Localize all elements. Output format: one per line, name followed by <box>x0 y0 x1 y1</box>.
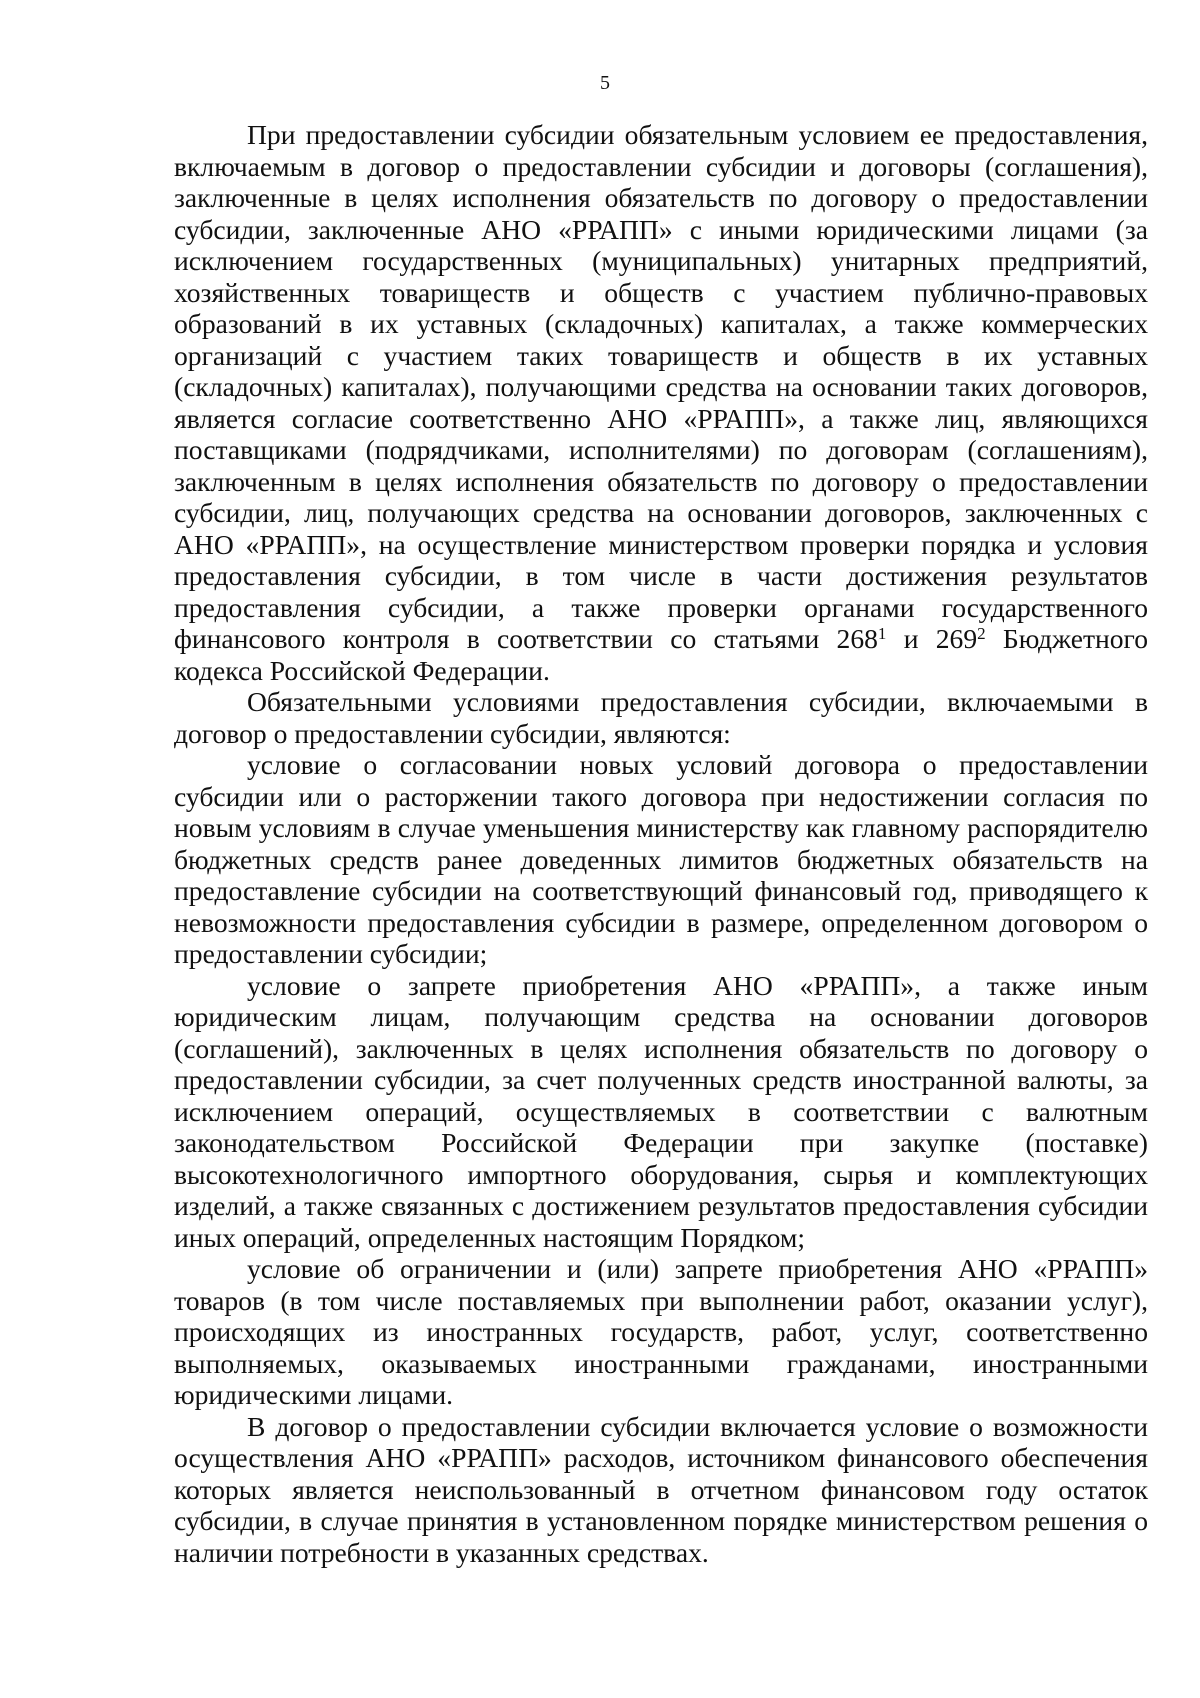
paragraph-condition-new-terms: условие о согласовании новых условий договора о предоставлении субсидии или о расторжении такого договора при недостижении согласия по новым условиям в случае уменьшения министерству как главному распорядителю бюджетных средств ранее доведенных лимитов бюджетных обязательств на предоставление субсидии на соответствующий финансовый год, приводящего к невозможности предоставления субсидии в размере, определенном договором о предоставлении субсидии; <box>174 749 1148 969</box>
paragraph-audit-consent <box>174 119 1148 686</box>
paragraph-unused-balance: В договор о предоставлении субсидии включается условие о возможности осуществления АНО «РРАПП» расходов, источником финансового обеспечения которых является неиспользованный в отчетном финансовом году остаток субсидии, в случае принятия в установленном порядке министерством решения о наличии потребности в указанных средствах. <box>174 1410 1148 1568</box>
paragraph-mandatory-conditions: Обязательными условиями предоставления субсидии, включаемыми в договор о предоставлении субсидии, являются: <box>174 686 1148 749</box>
paragraph-audit-consent-text: При предоставлении субсидии обязательным условием ее предоставления, включаемым в договор о предоставлении субсидии и договоры (соглашения), заключенные в целях исполнения обязательств по договору о предоставлении субсидии, заключенные АНО «РРАПП» с иными юридическими лицами (за исключением государственных (муниципальных) унитарных предприятий, хозяйственных товариществ и обществ с участием публично-правовых образований в их уставных (складочных) капиталах, а также коммерческих организаций с участием таких товариществ и обществ в их уставных (складочных) капиталах), получающими средства на основании таких договоров, является согласие соответственно АНО «РРАПП», а также лиц, являющихся поставщиками (подрядчиками, исполнителями) по договорам (соглашениям), заключенным в целях исполнения обязательств по договору о предоставлении субсидии, лиц, получающих средства на основании договоров, заключенных с АНО «РРАПП», на осуществление министерством проверки порядка и условия предоставления субсидии, в том числе в части достижения результатов предоставления субсидии, а также проверки органами государственного финансового контроля в соответствии со статьями 268 <box>174 119 1148 654</box>
paragraph-condition-foreign-goods: условие об ограничении и (или) запрете приобретения АНО «РРАПП» товаров (в том числе поставляемых при выполнении работ, оказании услуг), происходящих из иностранных государств, работ, услуг, соответственно выполняемых, оказываемых иностранными гражданами, иностранными юридическими лицами. <box>174 1253 1148 1410</box>
article-269-text: и 269 <box>886 623 978 654</box>
document-body <box>174 119 1148 1568</box>
page-number: 5 <box>600 72 610 94</box>
paragraph-condition-currency-ban: условие о запрете приобретения АНО «РРАПП», а также иным юридическим лицам, получающим средства на основании договоров (соглашений), заключенных в целях исполнения обязательств по договору о предоставлении субсидии, за счет полученных средств иностранной валюты, за исключением операций, осуществляемых в соответствии с валютным законодательством Российской Федерации при закупке (поставке) высокотехнологичного импортного оборудования, сырья и комплектующих изделий, а также связанных с достижением результатов предоставления субсидии иных операций, определенных настоящим Порядком; <box>174 969 1148 1253</box>
budget-code-text: Бюджетного кодекса Российской Федерации. <box>174 623 1148 686</box>
article-269-superscript: 2 <box>977 624 986 643</box>
article-268-superscript: 1 <box>877 624 887 643</box>
